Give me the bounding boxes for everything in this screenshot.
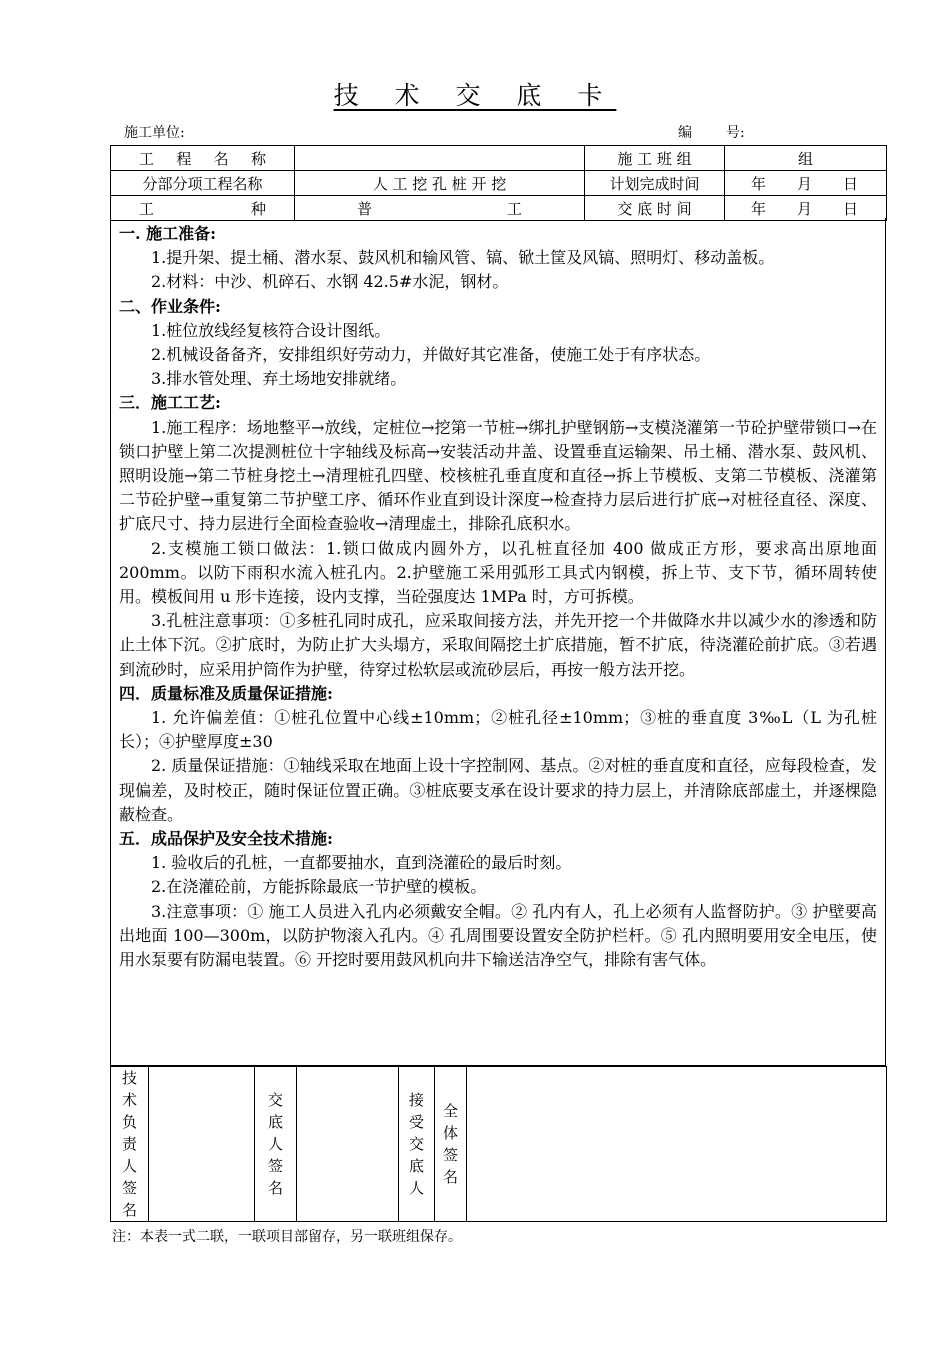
section-heading: 三．施工工艺: xyxy=(119,393,221,413)
footer-note: 注：本表一式二联，一联项目部留存，另一联班组保存。 xyxy=(112,1229,462,1245)
all-signature-field[interactable] xyxy=(467,1067,887,1222)
subproject-label: 分部分项工程名称 xyxy=(111,171,295,196)
discloser-label xyxy=(255,1067,297,1222)
crew-value: 组 xyxy=(725,146,887,171)
section-heading: 二、作业条件: xyxy=(119,296,221,316)
paragraph: 3.孔桩注意事项：①多桩孔同时成孔，应采取间接方法，并先开挖一个井做降水井以减少水的渗透和防止土体下沉。②扩底时，为防止扩大头塌方，采取间隔挖土扩底措施，暂不扩底，待浇灌砼前扩底。③若遇到流砂时，应采用护筒作为护壁，待穿过松软层或流砂层后，再按一般方法开挖。 xyxy=(119,611,877,679)
construction-unit-label: 施工单位: xyxy=(124,125,185,141)
paragraph: 2.在浇灌砼前，方能拆除最底一节护壁的模板。 xyxy=(151,877,487,897)
section-heading: 四．质量标准及质量保证措施: xyxy=(119,683,333,703)
paragraph: 1.桩位放线经复核符合设计图纸。 xyxy=(151,320,391,340)
disclosure-time-value: 年 月 日 xyxy=(725,196,887,221)
subproject-value: 人 工 挖 孔 桩 开 挖 xyxy=(295,171,585,196)
header-table xyxy=(110,145,887,221)
discloser-text: 交底人签名 xyxy=(267,1091,283,1197)
tech-lead-label xyxy=(111,1067,149,1222)
all-sign-text: 全体签名 xyxy=(442,1102,458,1186)
project-name-value xyxy=(295,146,585,171)
paragraph: 1.施工程序：场地整平→放线，定桩位→挖第一节桩→绑扎护壁钢筋→支模浇灌第一节砼护壁带锁口→在锁口护壁上第二次提测桩位十字轴线及标高→安装活动井盖、设置垂直运输架、吊土桶、潜水泵、鼓风机、照明设施→第二节桩身挖土→清理桩孔四壁、校核桩孔垂直度和直径→拆上节模板、支第二节模板、浇灌第二节砼护壁→重复第二节护壁工序、循环作业直到设计深度→检查持力层后进行扩底→对桩径直径、深度、扩底尺寸、持力层进行全面检查验收→清理虚土，排除孔底积水。 xyxy=(119,417,877,534)
paragraph: 2.材料：中沙、机碎石、水钢 42.5#水泥，钢材。 xyxy=(151,272,509,292)
discloser-signature-field[interactable] xyxy=(297,1067,399,1222)
tech-lead-signature-field[interactable] xyxy=(149,1067,255,1222)
planned-completion-label: 计划完成时间 xyxy=(585,171,725,196)
section-heading: 一. 施工准备: xyxy=(119,224,217,243)
crew-label: 施 工 班 组 xyxy=(585,146,725,171)
signature-table xyxy=(110,1066,887,1222)
disclosure-time-label: 交 底 时 间 xyxy=(585,196,725,221)
paragraph: 1. 验收后的孔桩，一直都要抽水，直到浇灌砼的最后时刻。 xyxy=(151,853,572,873)
tech-lead-text: 技术负责人签名 xyxy=(121,1069,137,1219)
paragraph: 1. 允许偏差值：①桩孔位置中心线±10mm；②桩孔径±10mm；③桩的垂直度 3‰L（L 为孔桩长）；④护壁厚度±30 xyxy=(119,708,877,752)
header-row-trade xyxy=(111,196,887,221)
document-title: 技 术 交 底 卡 xyxy=(333,81,617,110)
project-name-label: 工 程 名 称 xyxy=(111,146,295,171)
paragraph: 1.提升架、提土桶、潜水泵、鼓风机和输风管、镐、锨土筐及风镐、照明灯、移动盖板。 xyxy=(151,248,775,268)
header-row-subproject xyxy=(111,171,887,196)
planned-completion-value: 年 月 日 xyxy=(725,171,887,196)
paragraph: 3.注意事项：① 施工人员进入孔内必须戴安全帽。② 孔内有人，孔上必须有人监督防护。③ 护壁要高出地面 100—300m，以防护物滚入孔内。④ 孔周围要设置安全防护栏杆。⑤ 孔内照明要用安全电压，使用水泵要有防漏电装置。⑥ 开挖时要用鼓风机向井下输送洁净空气，排除有害气体。 xyxy=(119,901,877,970)
disclosure-content-box xyxy=(110,218,886,1066)
paragraph: 3.排水管处理、弃土场地安排就绪。 xyxy=(151,369,407,389)
document-number-label: 编 号: xyxy=(678,125,745,141)
paragraph: 2.支模施工锁口做法：1.锁口做成内圆外方，以孔桩直径加 400 做成正方形，要求高出原地面 200mm。以防下雨积水流入桩孔内。2.护壁施工采用弧形工具式内钢模，拆上节、支下节，循环周转使用。模板间用 u 形卡连接，设内支撑，当砼强度达 1MPa 时，方可拆模。 xyxy=(119,538,877,607)
trade-value: 普 工 xyxy=(295,196,585,221)
receiver-label xyxy=(399,1067,435,1222)
signature-row xyxy=(111,1067,887,1222)
section-heading: 五．成品保护及安全技术措施: xyxy=(119,829,333,849)
paragraph: 2.机械设备备齐，安排组织好劳动力，并做好其它准备，使施工处于有序状态。 xyxy=(151,345,711,365)
receiver-text: 接受交底人 xyxy=(408,1091,424,1197)
header-row-project xyxy=(111,146,887,171)
trade-label: 工 种 xyxy=(111,196,295,221)
paragraph: 2. 质量保证措施：①轴线采取在地面上设十字控制网、基点。②对桩的垂直度和直径，应每段检查，发现偏差，及时校正，随时保证位置正确。③桩底要支承在设计要求的持力层上，并清除底部虚土，并逐棵隐蔽检查。 xyxy=(119,756,877,824)
all-sign-label xyxy=(435,1067,467,1222)
